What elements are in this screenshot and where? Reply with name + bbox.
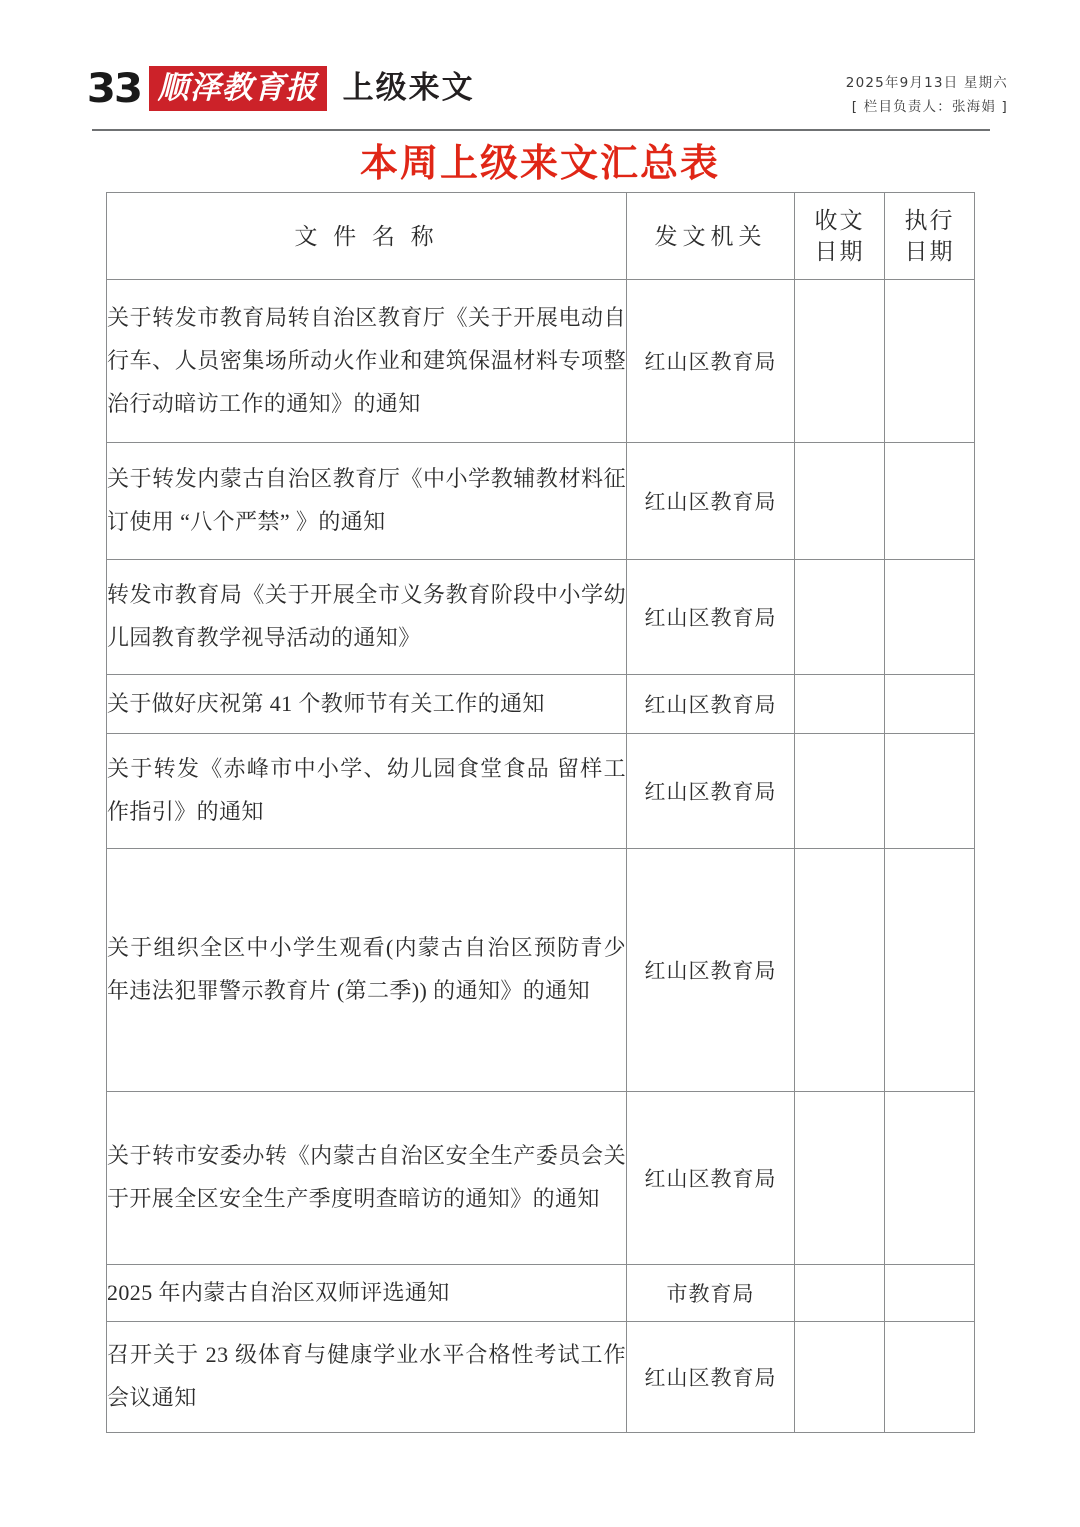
table-row: [107, 734, 975, 849]
cell-execution-date: [885, 1092, 975, 1265]
publication-date: 2025年9月13日 星期六: [845, 75, 1008, 91]
cell-document-name: 召开关于 23 级体育与健康学业水平合格性考试工作会议通知: [107, 1322, 627, 1433]
cell-document-name: 关于做好庆祝第 41 个教师节有关工作的通知: [107, 675, 627, 734]
cell-document-name: 关于转市安委办转《内蒙古自治区安全生产委员会关于开展全区安全生产季度明查暗访的通知》的通知: [107, 1092, 627, 1265]
cell-received-date: [795, 1322, 885, 1433]
cell-execution-date: [885, 734, 975, 849]
cell-execution-date: [885, 280, 975, 443]
table-row: [107, 560, 975, 675]
cell-received-date: [795, 849, 885, 1092]
cell-received-date: [795, 1092, 885, 1265]
section-name: 上级来文: [342, 70, 475, 106]
cell-issuing-authority: 红山区教育局: [627, 1092, 795, 1265]
header-issuing-authority: 发文机关: [627, 193, 795, 280]
header-execution-date: [885, 193, 975, 280]
cell-document-name: 关于组织全区中小学生观看(内蒙古自治区预防青少年违法犯罪警示教育片 (第二季)) 的通知》的通知: [107, 849, 627, 1092]
paper-name-plate: 顺泽教育报: [149, 66, 327, 111]
table-header-row: [107, 193, 975, 280]
cell-issuing-authority: 红山区教育局: [627, 280, 795, 443]
header-execution-date-line1: 执行: [904, 208, 955, 233]
cell-received-date: [795, 280, 885, 443]
cell-document-name: 关于转发《赤峰市中小学、幼儿园食堂食品 留样工作指引》的通知: [107, 734, 627, 849]
cell-issuing-authority: 红山区教育局: [627, 849, 795, 1092]
cell-document-name: 关于转发市教育局转自治区教育厅《关于开展电动自行车、人员密集场所动火作业和建筑保温材料专项整治行动暗访工作的通知》的通知: [107, 280, 627, 443]
header-received-date-line2: 日期: [814, 239, 865, 265]
cell-received-date: [795, 675, 885, 734]
cell-document-name: 转发市教育局《关于开展全市义务教育阶段中小学幼儿园教育教学视导活动的通知》: [107, 560, 627, 675]
header-received-date-line1: 收文: [814, 208, 865, 233]
cell-document-name: 2025 年内蒙古自治区双师评选通知: [107, 1265, 627, 1322]
header-received-date: [795, 193, 885, 280]
header-execution-date-line2: 日期: [904, 239, 955, 265]
dateline: [846, 72, 1008, 119]
cell-issuing-authority: 市教育局: [627, 1265, 795, 1322]
issue-number: 33: [86, 65, 141, 112]
cell-execution-date: [885, 1265, 975, 1322]
table-row: [107, 675, 975, 734]
header-document-name: 文 件 名 称: [107, 193, 627, 280]
table-row: [107, 1322, 975, 1433]
cell-execution-date: [885, 443, 975, 560]
masthead: [88, 66, 475, 111]
page-title: 本周上级来文汇总表: [359, 140, 720, 185]
table-row: [107, 849, 975, 1092]
cell-received-date: [795, 734, 885, 849]
cell-received-date: [795, 560, 885, 675]
incoming-documents-table: [106, 192, 975, 1433]
table-row: [107, 443, 975, 560]
cell-issuing-authority: 红山区教育局: [627, 734, 795, 849]
cell-received-date: [795, 443, 885, 560]
table-row: [107, 1092, 975, 1265]
cell-issuing-authority: 红山区教育局: [627, 1322, 795, 1433]
column-editor: [ 栏目负责人：张海娟 ]: [851, 98, 1008, 115]
cell-received-date: [795, 1265, 885, 1322]
cell-issuing-authority: 红山区教育局: [627, 443, 795, 560]
cell-execution-date: [885, 675, 975, 734]
cell-execution-date: [885, 560, 975, 675]
cell-issuing-authority: 红山区教育局: [627, 675, 795, 734]
table-row: [107, 1265, 975, 1322]
cell-issuing-authority: 红山区教育局: [627, 560, 795, 675]
cell-execution-date: [885, 1322, 975, 1433]
cell-document-name: 关于转发内蒙古自治区教育厅《中小学教辅教材料征订使用 “八个严禁” 》的通知: [107, 443, 627, 560]
table-row: [107, 280, 975, 443]
masthead-divider: [92, 129, 990, 131]
cell-execution-date: [885, 849, 975, 1092]
